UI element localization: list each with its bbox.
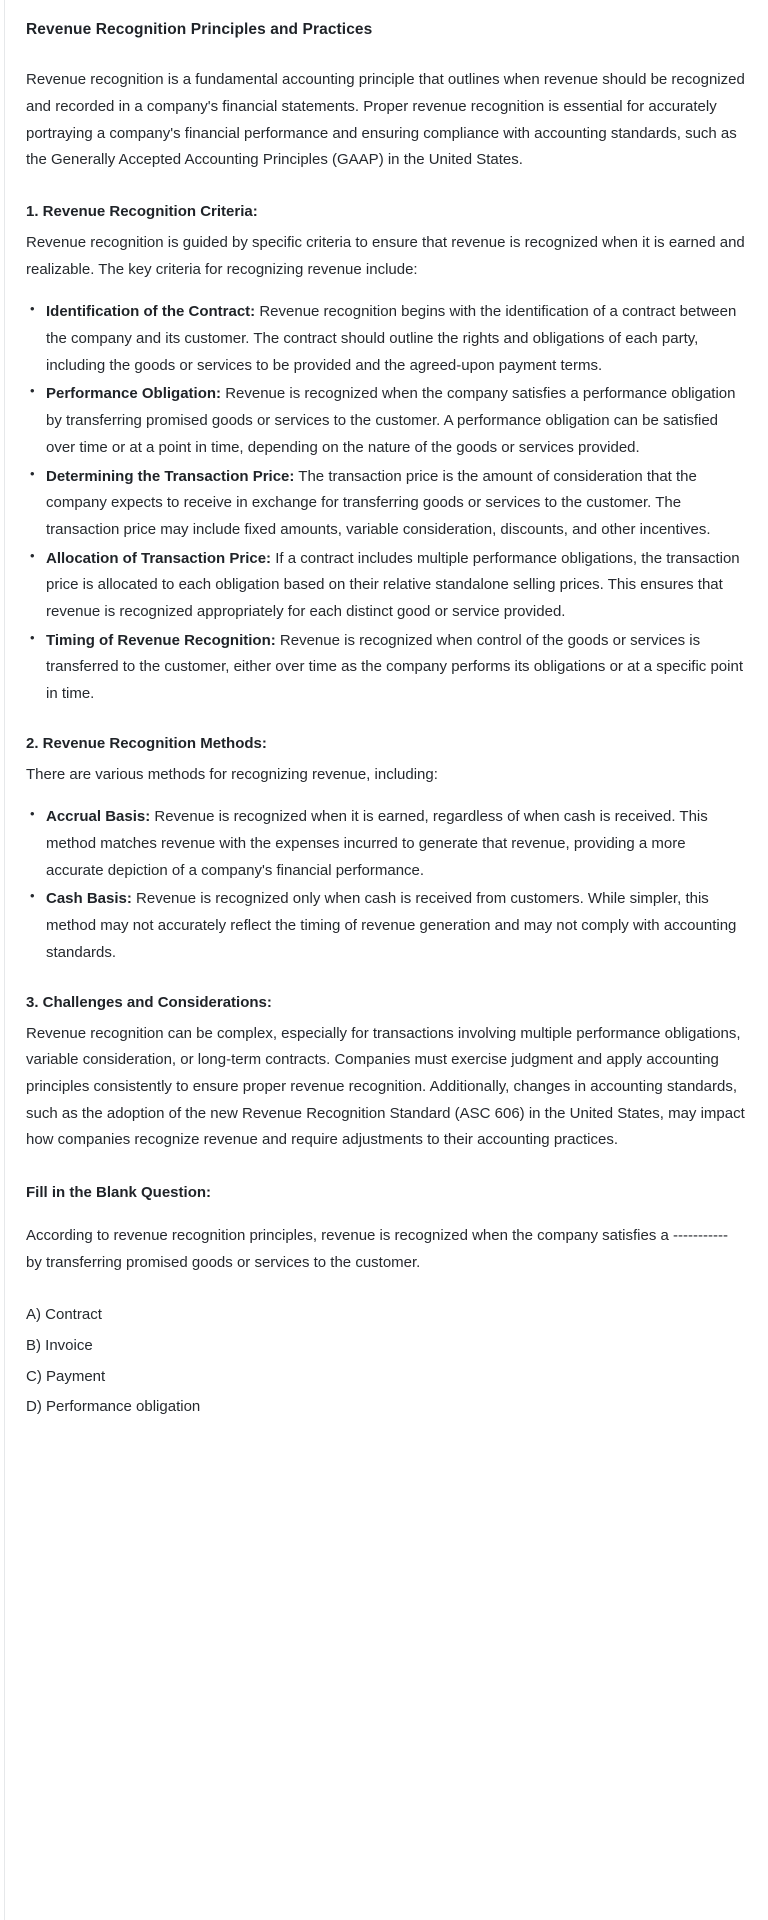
list-item (26, 886, 746, 966)
answer-choice-a[interactable]: A) Contract (26, 1306, 102, 1324)
section-intro-1: Revenue recognition is guided by specific criteria to ensure that revenue is recognized when it is earned and realizable. The key criteria for recognizing revenue include: (26, 234, 745, 278)
section-heading-2: 2. Revenue Recognition Methods: (26, 734, 267, 752)
intro-paragraph: Revenue recognition is a fundamental accounting principle that outlines when revenue should be recognized and recorded in a company's financial statements. Proper revenue recognition is essential for accurately portraying a company's financial performance and ensuring compliance with accounting standards, such as the Generally Accepted Accounting Principles (GAAP) in the United States. (26, 71, 745, 169)
list-item-text: Revenue is recognized when the company satisfies a performance obligation by transferring promised goods or services to the customer. A performance obligation can be satisfied over time or at a point in time, depending on the nature of the goods or services provided. (46, 385, 736, 456)
list-item-text: The transaction price is the amount of consideration that the company expects to receive in exchange for transferring goods or services to the customer. The transaction price may include fixed amounts, variable consideration, discounts, and other incentives. (46, 467, 711, 538)
list-item-text: Revenue is recognized when it is earned, regardless of when cash is received. This method matches revenue with the expenses incurred to generate that revenue, providing a more accurate depiction of a company's financial performance. (46, 808, 708, 879)
answer-choice-d[interactable]: D) Performance obligation (26, 1398, 201, 1416)
list-item (26, 464, 746, 544)
list-item (26, 546, 746, 626)
methods-list (26, 804, 746, 966)
list-item-term: Identification of the Contract: (46, 303, 256, 321)
list-item-text: Revenue is recognized only when cash is received from customers. While simpler, this method may not accurately reflect the timing of revenue generation and may not comply with accounting standards. (46, 890, 737, 961)
list-item-term: Performance Obligation: (46, 385, 222, 403)
criteria-list (26, 299, 746, 707)
list-item (26, 628, 746, 708)
list-item-term: Allocation of Transaction Price: (46, 549, 272, 567)
list-item-term: Timing of Revenue Recognition: (46, 631, 276, 649)
question-prompt: According to revenue recognition principles, revenue is recognized when the company satisfies a ----------- by transferring promised goods or services to the customer. (26, 1226, 728, 1271)
section-heading-3: 3. Challenges and Considerations: (26, 993, 272, 1011)
list-item-text: Revenue is recognized when control of the goods or services is transferred to the customer, either over time as the company performs its obligations or at a specific point in time. (46, 631, 743, 702)
list-item-term: Accrual Basis: (46, 808, 151, 826)
page-title: Revenue Recognition Principles and Practices (26, 21, 373, 38)
answer-choices (26, 1302, 746, 1421)
question-label: Fill in the Blank Question: (26, 1183, 212, 1201)
list-item-term: Cash Basis: (46, 890, 132, 908)
list-item (26, 299, 746, 379)
section-intro-3: Revenue recognition can be complex, especially for transactions involving multiple performance obligations, variable consideration, or long-term contracts. Companies must exercise judgment and apply accounting principles consistently to ensure proper revenue recognition. Additionally, changes in accounting standards, such as the adoption of the new Revenue Recognition Standard (ASC 606) in the United States, may impact how companies recognize revenue and require adjustments to their accounting practices. (26, 1024, 745, 1149)
list-item-text: If a contract includes multiple performance obligations, the transaction price is allocated to each obligation based on their relative standalone selling prices. This ensures that revenue is recognized appropriately for each distinct good or service provided. (46, 549, 740, 620)
section-heading-1: 1. Revenue Recognition Criteria: (26, 203, 258, 220)
section-intro-2: There are various methods for recognizing revenue, including: (26, 765, 438, 783)
list-item-text: Revenue recognition begins with the identification of a contract between the company and its customer. The contract should outline the rights and obligations of each party, including the goods or services to be provided and the agreed-upon payment terms. (46, 303, 737, 374)
list-item (26, 804, 746, 884)
answer-choice-b[interactable]: B) Invoice (26, 1337, 93, 1354)
answer-choice-c[interactable]: C) Payment (26, 1367, 106, 1385)
list-item (26, 381, 746, 461)
list-item-term: Determining the Transaction Price: (46, 467, 295, 485)
